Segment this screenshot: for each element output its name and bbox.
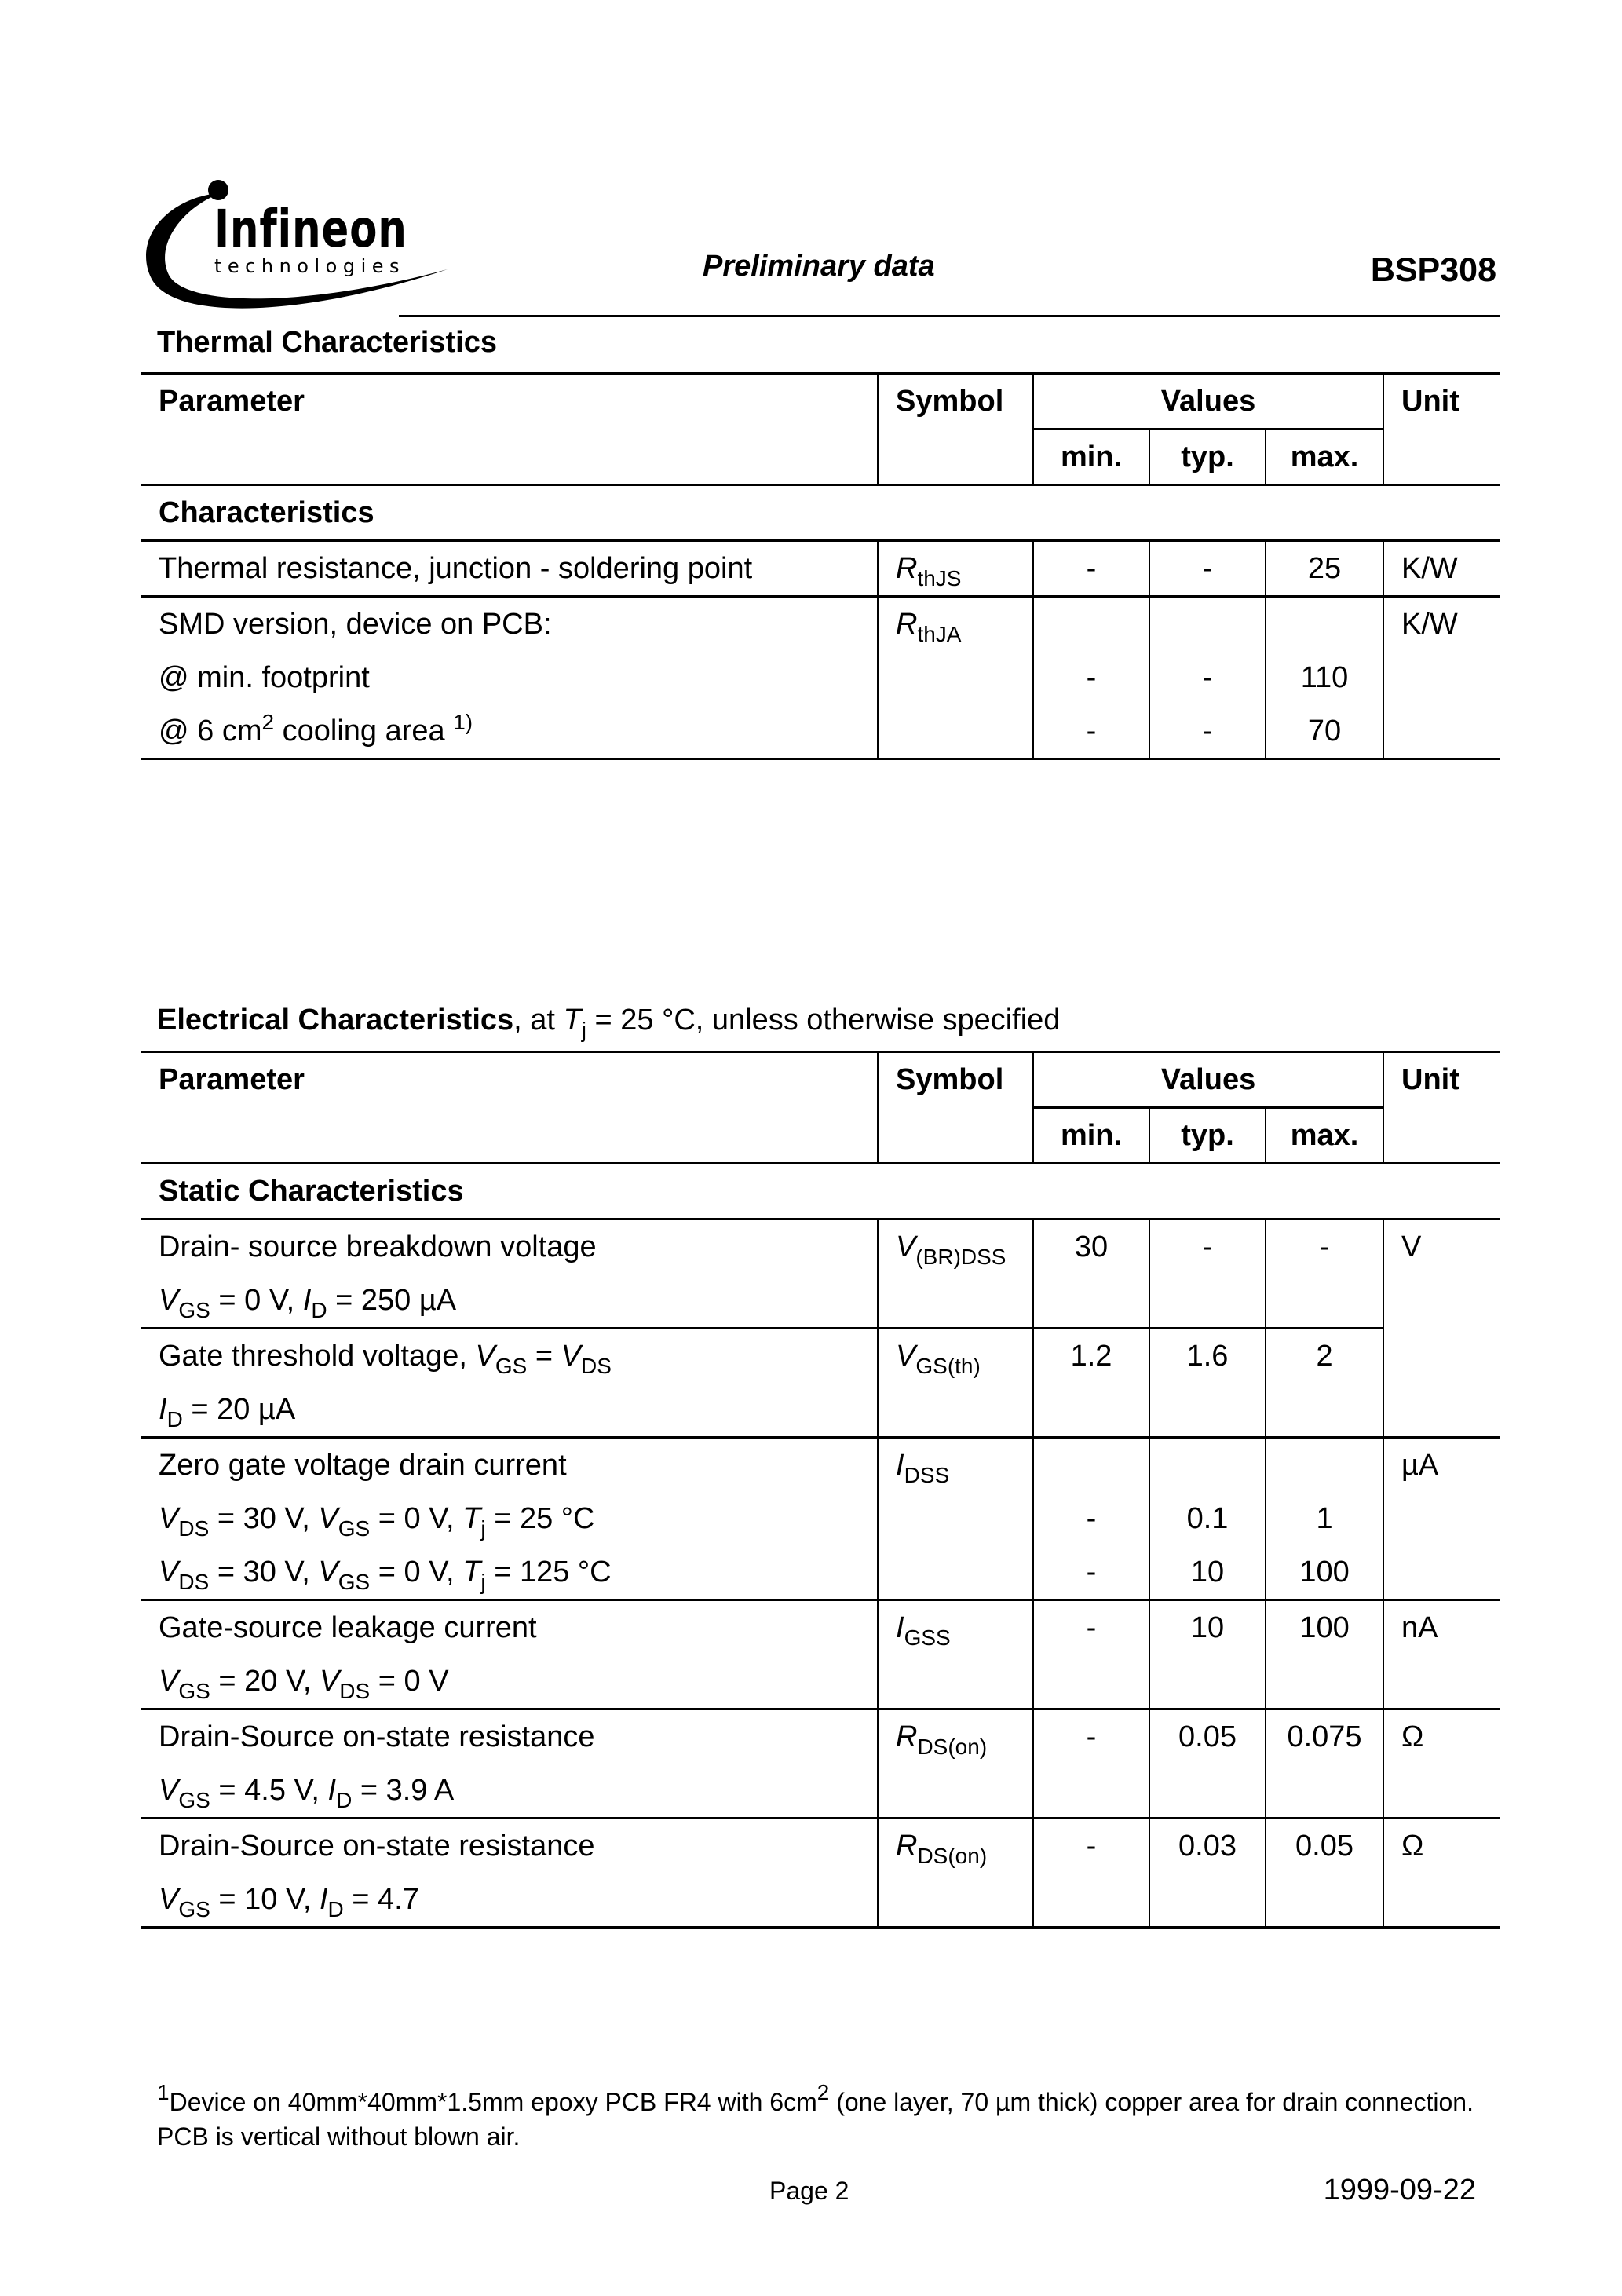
col-values: Values — [1033, 1052, 1383, 1108]
param-cell: Zero gate voltage drain current $V_{DS} = 30$ V, $V_{GS} = 0$ V, $T_j = 25$ °C $V_{DS} = 30$ V, $V_{GS} = 0$ V, $T_j = 125$ °C — [159, 1449, 612, 1594]
electrical-header-row — [141, 1052, 1500, 1108]
min-cell: - — [1033, 541, 1149, 597]
table-row — [141, 597, 1500, 759]
max-cell: 25 — [1266, 541, 1383, 597]
col-parameter: Parameter — [141, 1052, 878, 1164]
typ-cell: 0.03 — [1149, 1819, 1266, 1928]
col-values: Values — [1033, 374, 1383, 430]
symbol-cell: $V_{GS(th)}$ — [878, 1329, 1033, 1438]
part-number: BSP308 — [1370, 251, 1496, 289]
max-cell: 110 70 — [1266, 597, 1383, 759]
section-row — [141, 485, 1500, 541]
electrical-table — [141, 1051, 1500, 1929]
section-title: Characteristics — [159, 496, 374, 529]
table-row — [141, 1438, 1500, 1600]
param-cell: Thermal resistance, junction - soldering point — [159, 552, 753, 585]
unit-cell: µA — [1383, 1438, 1500, 1600]
table-row — [141, 1219, 1500, 1329]
typ-cell: - - — [1149, 597, 1266, 759]
typ-cell: 0.05 — [1149, 1709, 1266, 1819]
typ-cell: - — [1149, 541, 1266, 597]
typ-cell: 0.1 10 — [1149, 1438, 1266, 1600]
col-unit: Unit — [1383, 374, 1500, 485]
symbol-cell: $I_{DSS}$ — [878, 1438, 1033, 1600]
table-row — [141, 541, 1500, 597]
col-typ: typ. — [1149, 1108, 1266, 1164]
param-cell: Drain-Source on-state resistance $V_{GS} = 4.5$ V, $I_D = 3.9$ A — [159, 1720, 595, 1812]
unit-cell: K/W — [1383, 541, 1500, 597]
col-symbol: Symbol — [878, 1052, 1033, 1164]
document-date: 1999-09-22 — [1323, 2174, 1476, 2206]
param-cell: Gate-source leakage current $V_{GS} = 20$ V, $V_{DS} = 0$ V — [159, 1611, 537, 1703]
unit-cell: K/W — [1383, 597, 1500, 759]
logo-wordmark: Infineon — [214, 199, 407, 259]
unit-cell: V — [1383, 1219, 1500, 1438]
table-row — [141, 1709, 1500, 1819]
company-logo — [137, 177, 459, 326]
param-cell: Drain-Source on-state resistance $V_{GS} = 10$ V, $I_D = 4.7$ — [159, 1830, 595, 1921]
min-cell: - - — [1033, 1438, 1149, 1600]
col-unit: Unit — [1383, 1052, 1500, 1164]
col-min: min. — [1033, 1108, 1149, 1164]
table-row — [141, 1819, 1500, 1928]
max-cell: 0.075 — [1266, 1709, 1383, 1819]
page-number: Page 2 — [769, 2177, 849, 2205]
max-cell: 1 100 — [1266, 1438, 1383, 1600]
unit-cell: Ω — [1383, 1819, 1500, 1928]
thermal-caption: Thermal Characteristics — [157, 326, 497, 359]
table-row — [141, 1329, 1500, 1438]
symbol-cell: $I_{GSS}$ — [878, 1600, 1033, 1709]
param-cell: Drain- source breakdown voltage $V_{GS} = 0$ V, $I_D = 250$ µA — [159, 1230, 597, 1322]
typ-cell: 1.6 — [1149, 1329, 1266, 1438]
section-row — [141, 1164, 1500, 1219]
col-max: max. — [1266, 1108, 1383, 1164]
logo-tagline: technologies — [214, 255, 405, 277]
table-row — [141, 1600, 1500, 1709]
param-cell: Gate threshold voltage, $V_{GS} = V_{DS}$ $I_D = 20$ µA — [159, 1340, 612, 1431]
symbol-cell: $R_{DS(on)}$ — [878, 1709, 1033, 1819]
min-cell: - — [1033, 1709, 1149, 1819]
max-cell: 100 — [1266, 1600, 1383, 1709]
electrical-caption: Electrical Characteristics, at $T_j = 25$ °C, unless otherwise specified — [157, 1004, 1061, 1042]
min-cell: - — [1033, 1819, 1149, 1928]
typ-cell: - — [1149, 1219, 1266, 1329]
thermal-header-row — [141, 374, 1500, 430]
symbol-cell: $R_{thJS}$ — [878, 541, 1033, 597]
symbol-cell: $R_{DS(on)}$ — [878, 1819, 1033, 1928]
symbol-cell: $V_{(BR)DSS}$ — [878, 1219, 1033, 1329]
max-cell: 2 — [1266, 1329, 1383, 1438]
footnote: 1Device on 40mm*40mm*1.5mm epoxy PCB FR4 with 6cm2 (one layer, 70 µm thick) copper area for drain connection. PCB is vertical without blown air. — [157, 2080, 1474, 2151]
min-cell: - — [1033, 1600, 1149, 1709]
header-rule — [399, 315, 1500, 317]
preliminary-label: Preliminary data — [703, 250, 935, 283]
typ-cell: 10 — [1149, 1600, 1266, 1709]
min-cell: - - — [1033, 597, 1149, 759]
min-cell: 30 — [1033, 1219, 1149, 1329]
min-cell: 1.2 — [1033, 1329, 1149, 1438]
unit-cell: Ω — [1383, 1709, 1500, 1819]
thermal-table — [141, 372, 1500, 760]
max-cell: - — [1266, 1219, 1383, 1329]
col-symbol: Symbol — [878, 374, 1033, 485]
unit-cell: nA — [1383, 1600, 1500, 1709]
col-min: min. — [1033, 430, 1149, 485]
param-cell: SMD version, device on PCB: @ min. footprint @ 6 $cm^2$ cooling area $^{1)}$ — [159, 608, 552, 748]
col-typ: typ. — [1149, 430, 1266, 485]
section-title: Static Characteristics — [159, 1175, 464, 1208]
symbol-cell: $R_{thJA}$ — [878, 597, 1033, 759]
col-max: max. — [1266, 430, 1383, 485]
max-cell: 0.05 — [1266, 1819, 1383, 1928]
col-parameter: Parameter — [141, 374, 878, 485]
